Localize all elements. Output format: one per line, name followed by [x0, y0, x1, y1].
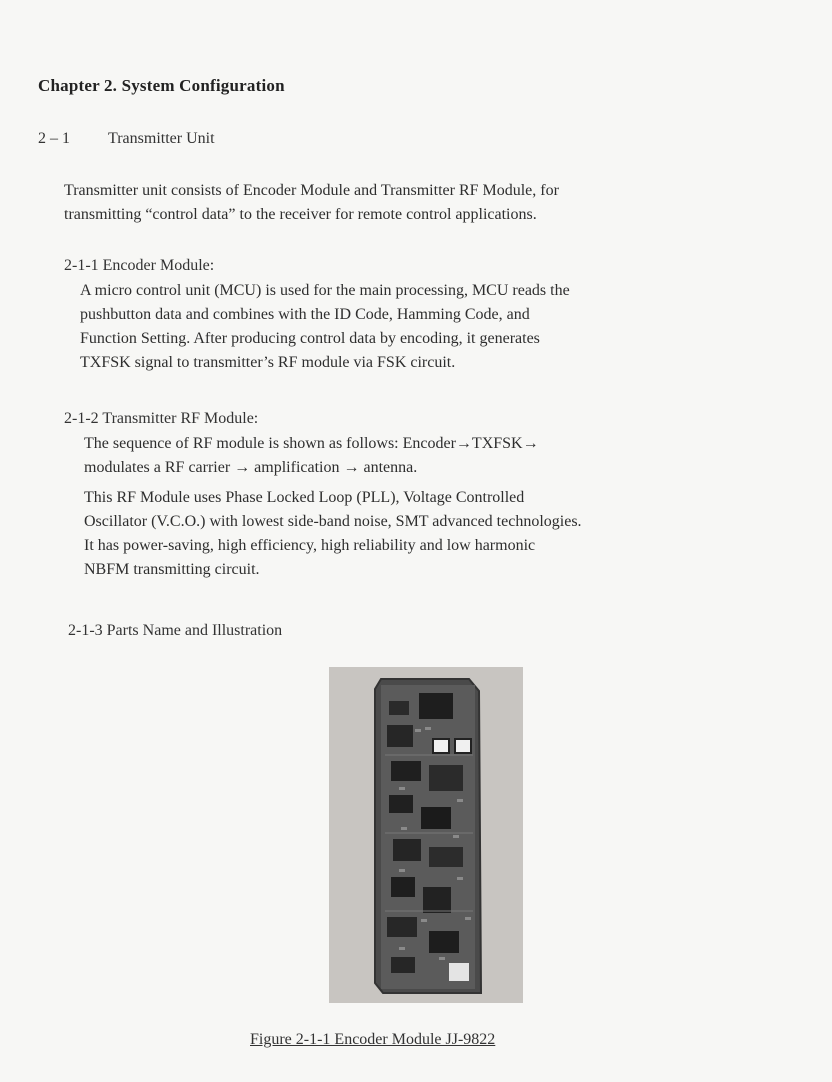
rf-description-line: Oscillator (V.C.O.) with lowest side-band noise, SMT advanced technologies. — [84, 513, 582, 530]
encoder-line: TXFSK signal to transmitter’s RF module via FSK circuit. — [80, 354, 456, 371]
figure-caption: Figure 2-1-1 Encoder Module JJ-9822 — [250, 1031, 496, 1048]
parts-heading: 2-1-3 Parts Name and Illustration — [68, 622, 283, 639]
encoder-heading: 2-1-1 Encoder Module: — [64, 257, 215, 274]
rf-sequence-line: The sequence of RF module is shown as follows: Encoder→TXFSK→ — [84, 435, 539, 452]
intro-line: transmitting “control data” to the receiver for remote control applications. — [64, 206, 537, 223]
encoder-line: pushbutton data and combines with the ID Code, Hamming Code, and — [80, 306, 530, 323]
rf-sequence-line: modulates a RF carrier → amplification → antenna. — [84, 459, 418, 476]
encoder-paragraph — [80, 279, 778, 375]
rf-description-line: NBFM transmitting circuit. — [84, 561, 260, 578]
intro-line: Transmitter unit consists of Encoder Module and Transmitter RF Module, for — [64, 182, 559, 199]
section-title: Transmitter Unit — [108, 130, 215, 147]
rf-sequence-paragraph — [84, 432, 778, 480]
rf-module-heading: 2-1-2 Transmitter RF Module: — [64, 410, 259, 427]
intro-paragraph — [64, 179, 778, 227]
rf-description-paragraph — [84, 486, 778, 582]
section-number: 2 – 1 — [38, 130, 70, 147]
encoder-module-photo — [329, 667, 523, 1003]
encoder-line: A micro control unit (MCU) is used for the main processing, MCU reads the — [80, 282, 570, 299]
chapter-title: Chapter 2. System Configuration — [38, 76, 285, 95]
section-heading — [38, 130, 215, 148]
rf-description-line: This RF Module uses Phase Locked Loop (PLL), Voltage Controlled — [84, 489, 525, 506]
encoder-line: Function Setting. After producing control data by encoding, it generates — [80, 330, 540, 347]
rf-description-line: It has power-saving, high efficiency, high reliability and low harmonic — [84, 537, 536, 554]
